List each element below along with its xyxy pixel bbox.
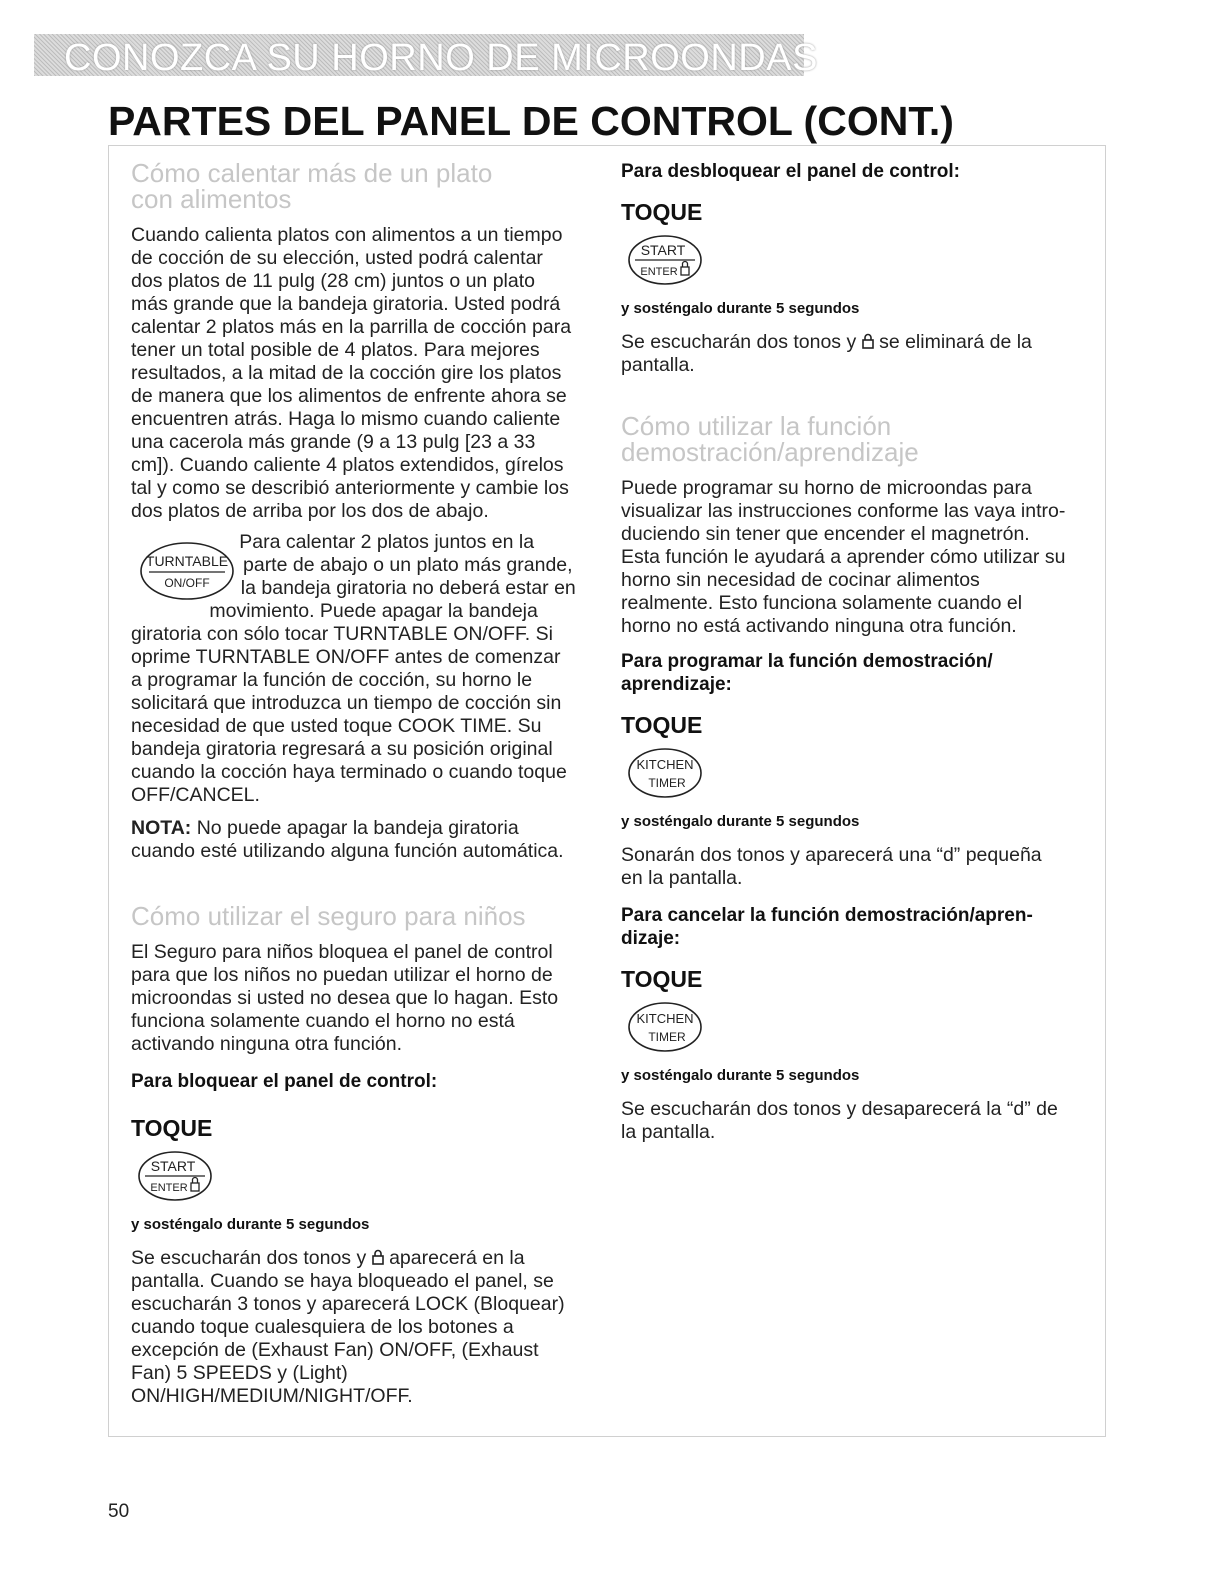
paragraph-multiple-plates: Cuando calienta platos con alimentos a un tiempo de cocción de su elección, usted podrá calentar dos platos de 11 pulg (28 cm) juntos o un plato más grande que la bandeja giratoria. Usted podrá calentar 2 platos más en la parrilla de cocción para tener un total posible de 4 platos. Para mejores resultados, a la mitad de la cocción gire los platos de manera que los alimentos de enfrente ahora se encuentren atrás. Haga lo mismo cuando caliente una cacerola más grande (9 a 13 pulg [23 a 33 cm]). Cuando caliente 4 platos extendidos, gírelos tal y como se describió anteriormente y cambie los dos platos de arriba por los dos de abajo. bbox=[131, 224, 572, 522]
lock-panel-label: Para bloquear el panel de control: bbox=[131, 1071, 438, 1092]
hold-instruction: y sosténgalo durante 5 segundos bbox=[131, 1216, 370, 1233]
start-enter-button-icon bbox=[623, 232, 703, 288]
note-paragraph bbox=[131, 817, 576, 863]
paragraph-demo: Puede programar su horno de microondas para visualizar las instrucciones conforme las vaya introduciendo sin tener que encender el magnetrón. Esta función le ayudará a aprender cómo utilizar su horno sin necesidad de cocinar alimentos realmente. Esto funciona solamente cuando el horno no está activando ninguna otra función. bbox=[621, 477, 1066, 637]
kitchen-label: KITCHEN bbox=[636, 1011, 694, 1026]
turntable-text: Para calentar 2 platos juntos en la parte de abajo o un plato más grande, la bandeja giratoria no deberá estar en movimiento. Puede apagar la bandeja giratoria con sólo tocar TURNTABLE ON/OFF. Si oprime TURNTABLE ON/OFF antes de comenzar a programar la función de cocción, su horno le solicitará que introduzca un tiempo de cocción sin necesidad de que usted toque COOK TIME. Su bandeja giratoria regresará a su posición original cuando la cocción haya terminado o cuando toque OFF/CANCEL. bbox=[131, 531, 576, 806]
turntable-text-wrap bbox=[131, 531, 576, 807]
turntable-button-top-label: TURNTABLE bbox=[145, 553, 229, 569]
paragraph-demo-off: Se escucharán dos tonos y desaparecerá la “d” de la pantalla. bbox=[621, 1098, 1058, 1143]
paragraph-lock-result bbox=[131, 1247, 576, 1408]
lock-icon bbox=[372, 1249, 384, 1265]
turntable-button-bottom-label: ON/OFF bbox=[164, 576, 210, 590]
page-title: PARTES DEL PANEL DE CONTROL (CONT.) bbox=[108, 98, 954, 144]
unlock-text-a: Se escucharán dos tonos y bbox=[621, 331, 862, 353]
paragraph-child-lock: El Seguro para niños bloquea el panel de control para que los niños no puedan utilizar el horno de microondas si usted no desea que lo hagan. Esto funciona solamente cuando el horno no está activando ninguna otra función. bbox=[131, 941, 559, 1055]
kitchen-timer-button-icon bbox=[623, 745, 703, 801]
kitchen-label: KITCHEN bbox=[636, 757, 694, 772]
start-enter-button-icon bbox=[133, 1148, 213, 1204]
section-heading-multiple-plates bbox=[131, 160, 576, 212]
page-number: 50 bbox=[108, 1501, 130, 1522]
start-label: START bbox=[640, 242, 686, 258]
banner-text: CONOZCA SU HORNO DE MICROONDAS bbox=[64, 37, 818, 79]
lock-icon bbox=[862, 333, 874, 349]
heading-line: Cómo calentar más de un plato bbox=[131, 158, 493, 188]
section-heading-child-lock: Cómo utilizar el seguro para niños bbox=[131, 901, 526, 931]
touch-instruction: TOQUE bbox=[621, 712, 703, 738]
touch-instruction: TOQUE bbox=[621, 966, 703, 992]
note-text: No puede apagar la bandeja giratoria cuando esté utilizando alguna función automática. bbox=[131, 817, 564, 862]
hold-instruction: y sosténgalo durante 5 segundos bbox=[621, 1067, 860, 1084]
note-label: NOTA: bbox=[131, 817, 192, 839]
program-demo-label: Para programar la función demostración/ aprendizaje: bbox=[621, 651, 993, 695]
lock-result-text-b: aparecerá en la pantalla. Cuando se haya bloqueado el panel, se escucharán 3 tonos y aparecerá LOCK (Bloquear) cuando toque cualesquiera de los botones a excepción de (Exhaust Fan) ON/OFF, (Exhaust Fan) 5 SPEEDS y (Light) ON/HIGH/MEDIUM/NIGHT/OFF. bbox=[131, 1247, 565, 1407]
right-column bbox=[621, 160, 1066, 1152]
unlock-panel-label: Para desbloquear el panel de control: bbox=[621, 161, 960, 182]
paragraph-unlock-result bbox=[621, 331, 1066, 377]
turntable-paragraph bbox=[131, 531, 576, 807]
cancel-demo-label: Para cancelar la función demostración/aprendizaje: bbox=[621, 905, 1033, 949]
lock-icon bbox=[191, 1178, 199, 1192]
section-banner bbox=[34, 34, 818, 79]
enter-label: ENTER bbox=[640, 266, 678, 278]
touch-instruction: TOQUE bbox=[131, 1115, 213, 1141]
kitchen-timer-button-icon bbox=[623, 999, 703, 1055]
hold-instruction: y sosténgalo durante 5 segundos bbox=[621, 813, 860, 830]
heading-line: Cómo utilizar la función bbox=[621, 411, 892, 441]
heading-line: con alimentos bbox=[131, 184, 292, 214]
start-label: START bbox=[150, 1158, 196, 1174]
touch-instruction: TOQUE bbox=[621, 199, 703, 225]
turntable-onoff-button-icon bbox=[137, 539, 237, 603]
paragraph-demo-on: Sonarán dos tonos y aparecerá una “d” pequeña en la pantalla. bbox=[621, 844, 1042, 889]
lock-icon bbox=[681, 262, 689, 276]
unlock-text-b: se eliminará de la pantalla. bbox=[621, 331, 1032, 376]
lock-result-text-a: Se escucharán dos tonos y bbox=[131, 1247, 372, 1269]
timer-label: TIMER bbox=[648, 776, 686, 790]
enter-label: ENTER bbox=[150, 1182, 188, 1194]
timer-label: TIMER bbox=[648, 1030, 686, 1044]
left-column bbox=[131, 160, 576, 1416]
heading-line: demostración/aprendizaje bbox=[621, 437, 919, 467]
section-heading-demo bbox=[621, 413, 1066, 465]
hold-instruction: y sosténgalo durante 5 segundos bbox=[621, 300, 860, 317]
